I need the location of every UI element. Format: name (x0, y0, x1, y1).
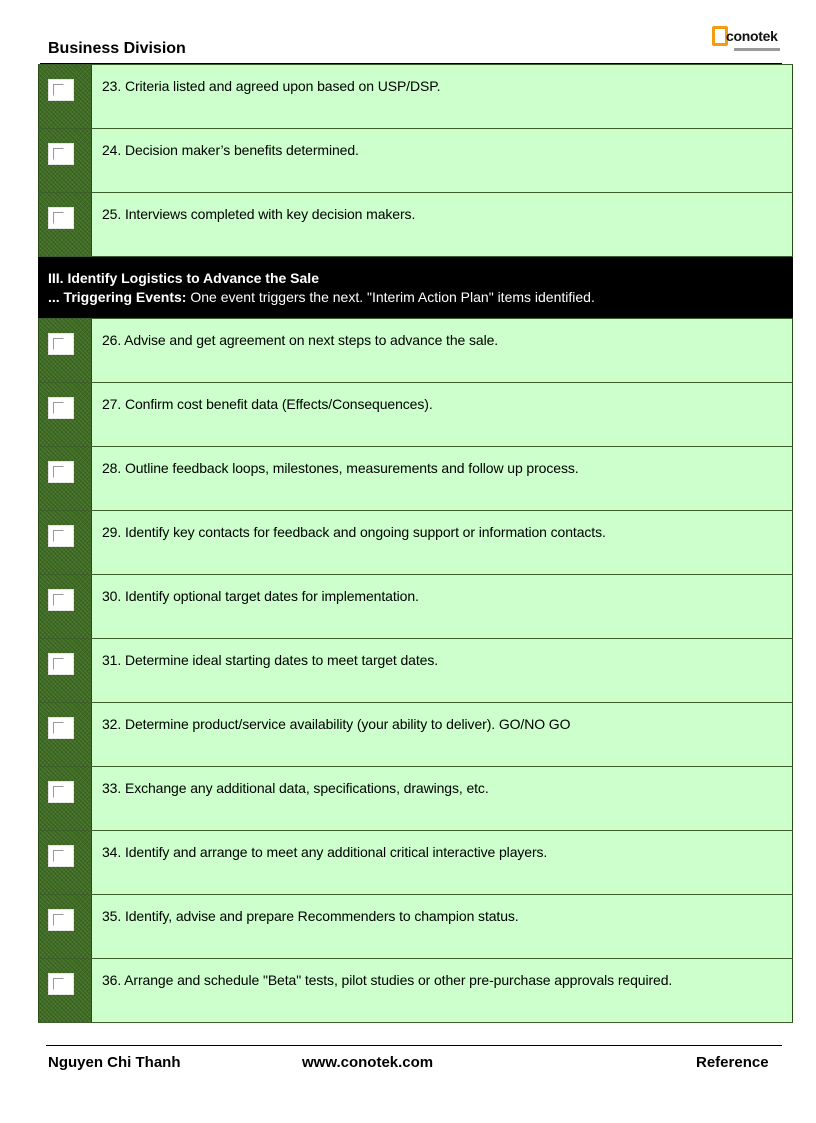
checkbox[interactable] (48, 525, 74, 547)
row-margin (38, 129, 91, 192)
checklist-row (38, 831, 793, 895)
checklist-item-label: 36. Arrange and schedule "Beta" tests, pilot studies or other pre-purchase approvals required. (91, 959, 793, 1022)
row-margin (38, 511, 91, 574)
checkbox[interactable] (48, 717, 74, 739)
checkbox[interactable] (48, 333, 74, 355)
section-subtitle-prefix: ... Triggering Events: (48, 289, 187, 305)
checklist-item-label: 31. Determine ideal starting dates to meet target dates. (91, 639, 793, 702)
checklist-item-label: 26. Advise and get agreement on next steps to advance the sale. (91, 319, 793, 382)
checklist-item-label: 35. Identify, advise and prepare Recommenders to champion status. (91, 895, 793, 958)
row-margin (38, 383, 91, 446)
checkbox[interactable] (48, 79, 74, 101)
checkbox[interactable] (48, 397, 74, 419)
checkbox[interactable] (48, 909, 74, 931)
checkbox[interactable] (48, 973, 74, 995)
checklist-item-label: 23. Criteria listed and agreed upon based on USP/DSP. (91, 65, 793, 128)
checklist-item-label: 32. Determine product/service availability (your ability to deliver). GO/NO GO (91, 703, 793, 766)
checklist-item-label: 25. Interviews completed with key decision makers. (91, 193, 793, 256)
row-margin (38, 767, 91, 830)
checkbox[interactable] (48, 781, 74, 803)
checklist-item-label: 29. Identify key contacts for feedback and ongoing support or information contacts. (91, 511, 793, 574)
footer-reference: Reference (696, 1054, 769, 1071)
checklist-row (38, 383, 793, 447)
checklist-row (38, 895, 793, 959)
checklist-row (38, 767, 793, 831)
checklist-item-label: 24. Decision maker’s benefits determined. (91, 129, 793, 192)
row-margin (38, 831, 91, 894)
checklist-item-label: 34. Identify and arrange to meet any additional critical interactive players. (91, 831, 793, 894)
row-margin (38, 193, 91, 256)
checklist-row (38, 959, 793, 1023)
conotek-logo (712, 26, 784, 56)
section-subtitle-text: One event triggers the next. "Interim Action Plan" items identified. (186, 289, 595, 305)
logo-text: conotek (726, 28, 778, 44)
checklist-item-label: 33. Exchange any additional data, specifications, drawings, etc. (91, 767, 793, 830)
section-title: III. Identify Logistics to Advance the Sale (48, 270, 319, 286)
checklist-item-label: 30. Identify optional target dates for implementation. (91, 575, 793, 638)
checklist-row (38, 129, 793, 193)
section-header (38, 257, 793, 319)
checklist-row (38, 447, 793, 511)
checkbox[interactable] (48, 461, 74, 483)
row-margin (38, 65, 91, 128)
checkbox[interactable] (48, 207, 74, 229)
section-subtitle (48, 288, 793, 307)
row-margin (38, 639, 91, 702)
checkbox[interactable] (48, 845, 74, 867)
checklist-row (38, 639, 793, 703)
footer-author: Nguyen Chi Thanh (48, 1054, 181, 1071)
checkbox[interactable] (48, 143, 74, 165)
checklist-item-label: 28. Outline feedback loops, milestones, measurements and follow up process. (91, 447, 793, 510)
checkbox[interactable] (48, 589, 74, 611)
row-margin (38, 447, 91, 510)
row-margin (38, 703, 91, 766)
checklist-row (38, 64, 793, 129)
checklist-row (38, 703, 793, 767)
row-margin (38, 319, 91, 382)
footer-website: www.conotek.com (302, 1054, 434, 1071)
checklist-item-label: 27. Confirm cost benefit data (Effects/Consequences). (91, 383, 793, 446)
checklist-row (38, 319, 793, 383)
row-margin (38, 575, 91, 638)
checklist-row (38, 193, 793, 257)
row-margin (38, 895, 91, 958)
checklist-row (38, 575, 793, 639)
footer-divider (46, 1045, 782, 1046)
checkbox[interactable] (48, 653, 74, 675)
checklist-row (38, 511, 793, 575)
page-header-title: Business Division (48, 40, 186, 57)
logo-tagline-bar (734, 48, 780, 51)
checklist (38, 64, 793, 1023)
row-margin (38, 959, 91, 1022)
